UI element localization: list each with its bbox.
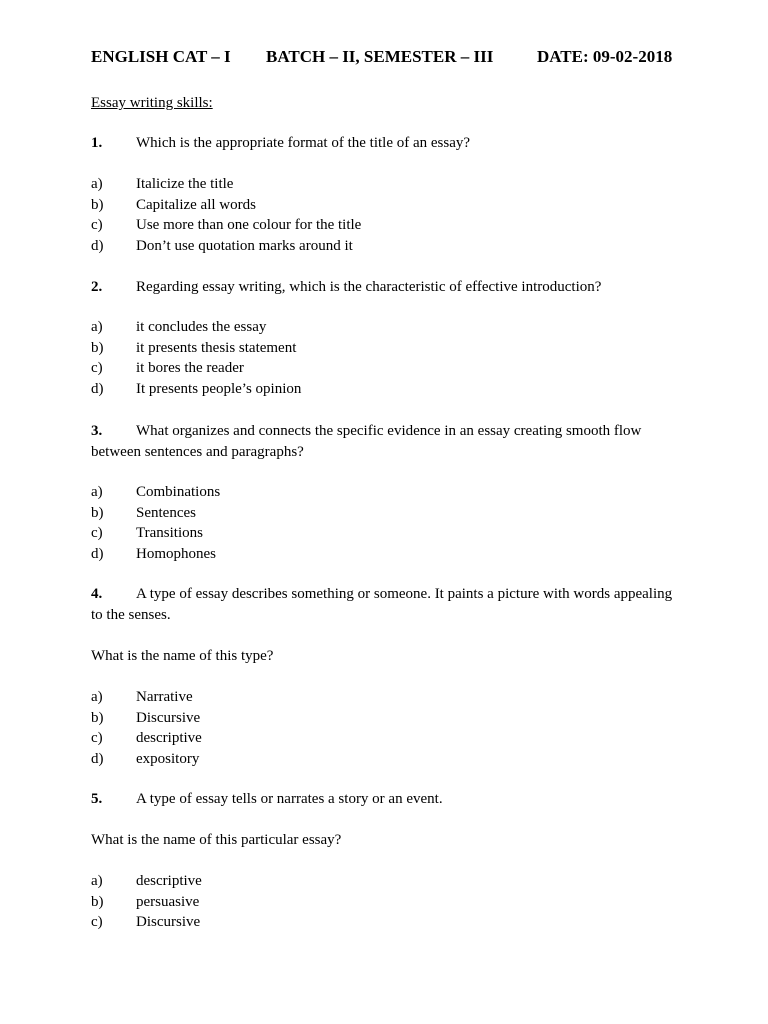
question-number: 5. [91, 791, 103, 807]
question-5-options [91, 871, 691, 933]
exam-date: DATE: 09-02-2018 [537, 47, 673, 66]
option-c: c) descriptive [91, 730, 202, 746]
option-b: b) Discursive [91, 709, 201, 726]
question-4-followup: What is the name of this type? [91, 648, 274, 664]
option-b: b) persuasive [91, 893, 200, 910]
option-b: b) Sentences [91, 504, 196, 521]
option-a: a) Combinations [91, 484, 221, 500]
question-text: 3. What organizes and connects the specific evidence in an essay creating smooth flow between sentences and paragraphs? [91, 423, 642, 460]
question-3 [91, 421, 681, 462]
question-5-followup: What is the name of this particular essay? [91, 832, 342, 848]
question-text: 4. A type of essay describes something or someone. It paints a picture with words appealing to the senses. [91, 586, 673, 623]
option-c: c) it bores the reader [91, 360, 244, 376]
question-text: 5. A type of essay tells or narrates a story or an event. [91, 789, 691, 810]
question-number: 2. [91, 279, 103, 295]
option-c: c) Transitions [91, 525, 203, 541]
question-2 [91, 277, 691, 298]
batch-semester: BATCH – II, SEMESTER – III [266, 47, 494, 66]
option-c: c) Use more than one colour for the title [91, 217, 362, 233]
option-b: b) it presents thesis statement [91, 339, 297, 356]
question-1-options [91, 174, 691, 256]
question-4-options [91, 687, 691, 769]
course-title: ENGLISH CAT – I [91, 47, 231, 66]
option-a: a) Narrative [91, 689, 193, 705]
option-a: a) descriptive [91, 873, 202, 889]
section-title: Essay writing skills: [91, 95, 213, 111]
option-d: d) Homophones [91, 545, 216, 562]
option-d: d) Don’t use quotation marks around it [91, 237, 353, 254]
question-3-options [91, 482, 691, 564]
question-text: 1. Which is the appropriate format of the title of an essay? [91, 133, 691, 154]
question-number: 3. [91, 423, 103, 439]
question-number: 4. [91, 586, 103, 602]
option-b: b) Capitalize all words [91, 196, 256, 213]
question-number: 1. [91, 135, 103, 151]
question-5 [91, 789, 691, 810]
option-a: a) it concludes the essay [91, 319, 267, 335]
option-d: d) It presents people’s opinion [91, 380, 302, 397]
option-c: c) Discursive [91, 914, 201, 930]
question-text: 2. Regarding essay writing, which is the characteristic of effective introduction? [91, 277, 691, 298]
option-d: d) expository [91, 750, 200, 767]
option-a: a) Italicize the title [91, 176, 234, 192]
question-2-options [91, 317, 691, 399]
question-4 [91, 584, 686, 625]
question-1 [91, 133, 691, 154]
